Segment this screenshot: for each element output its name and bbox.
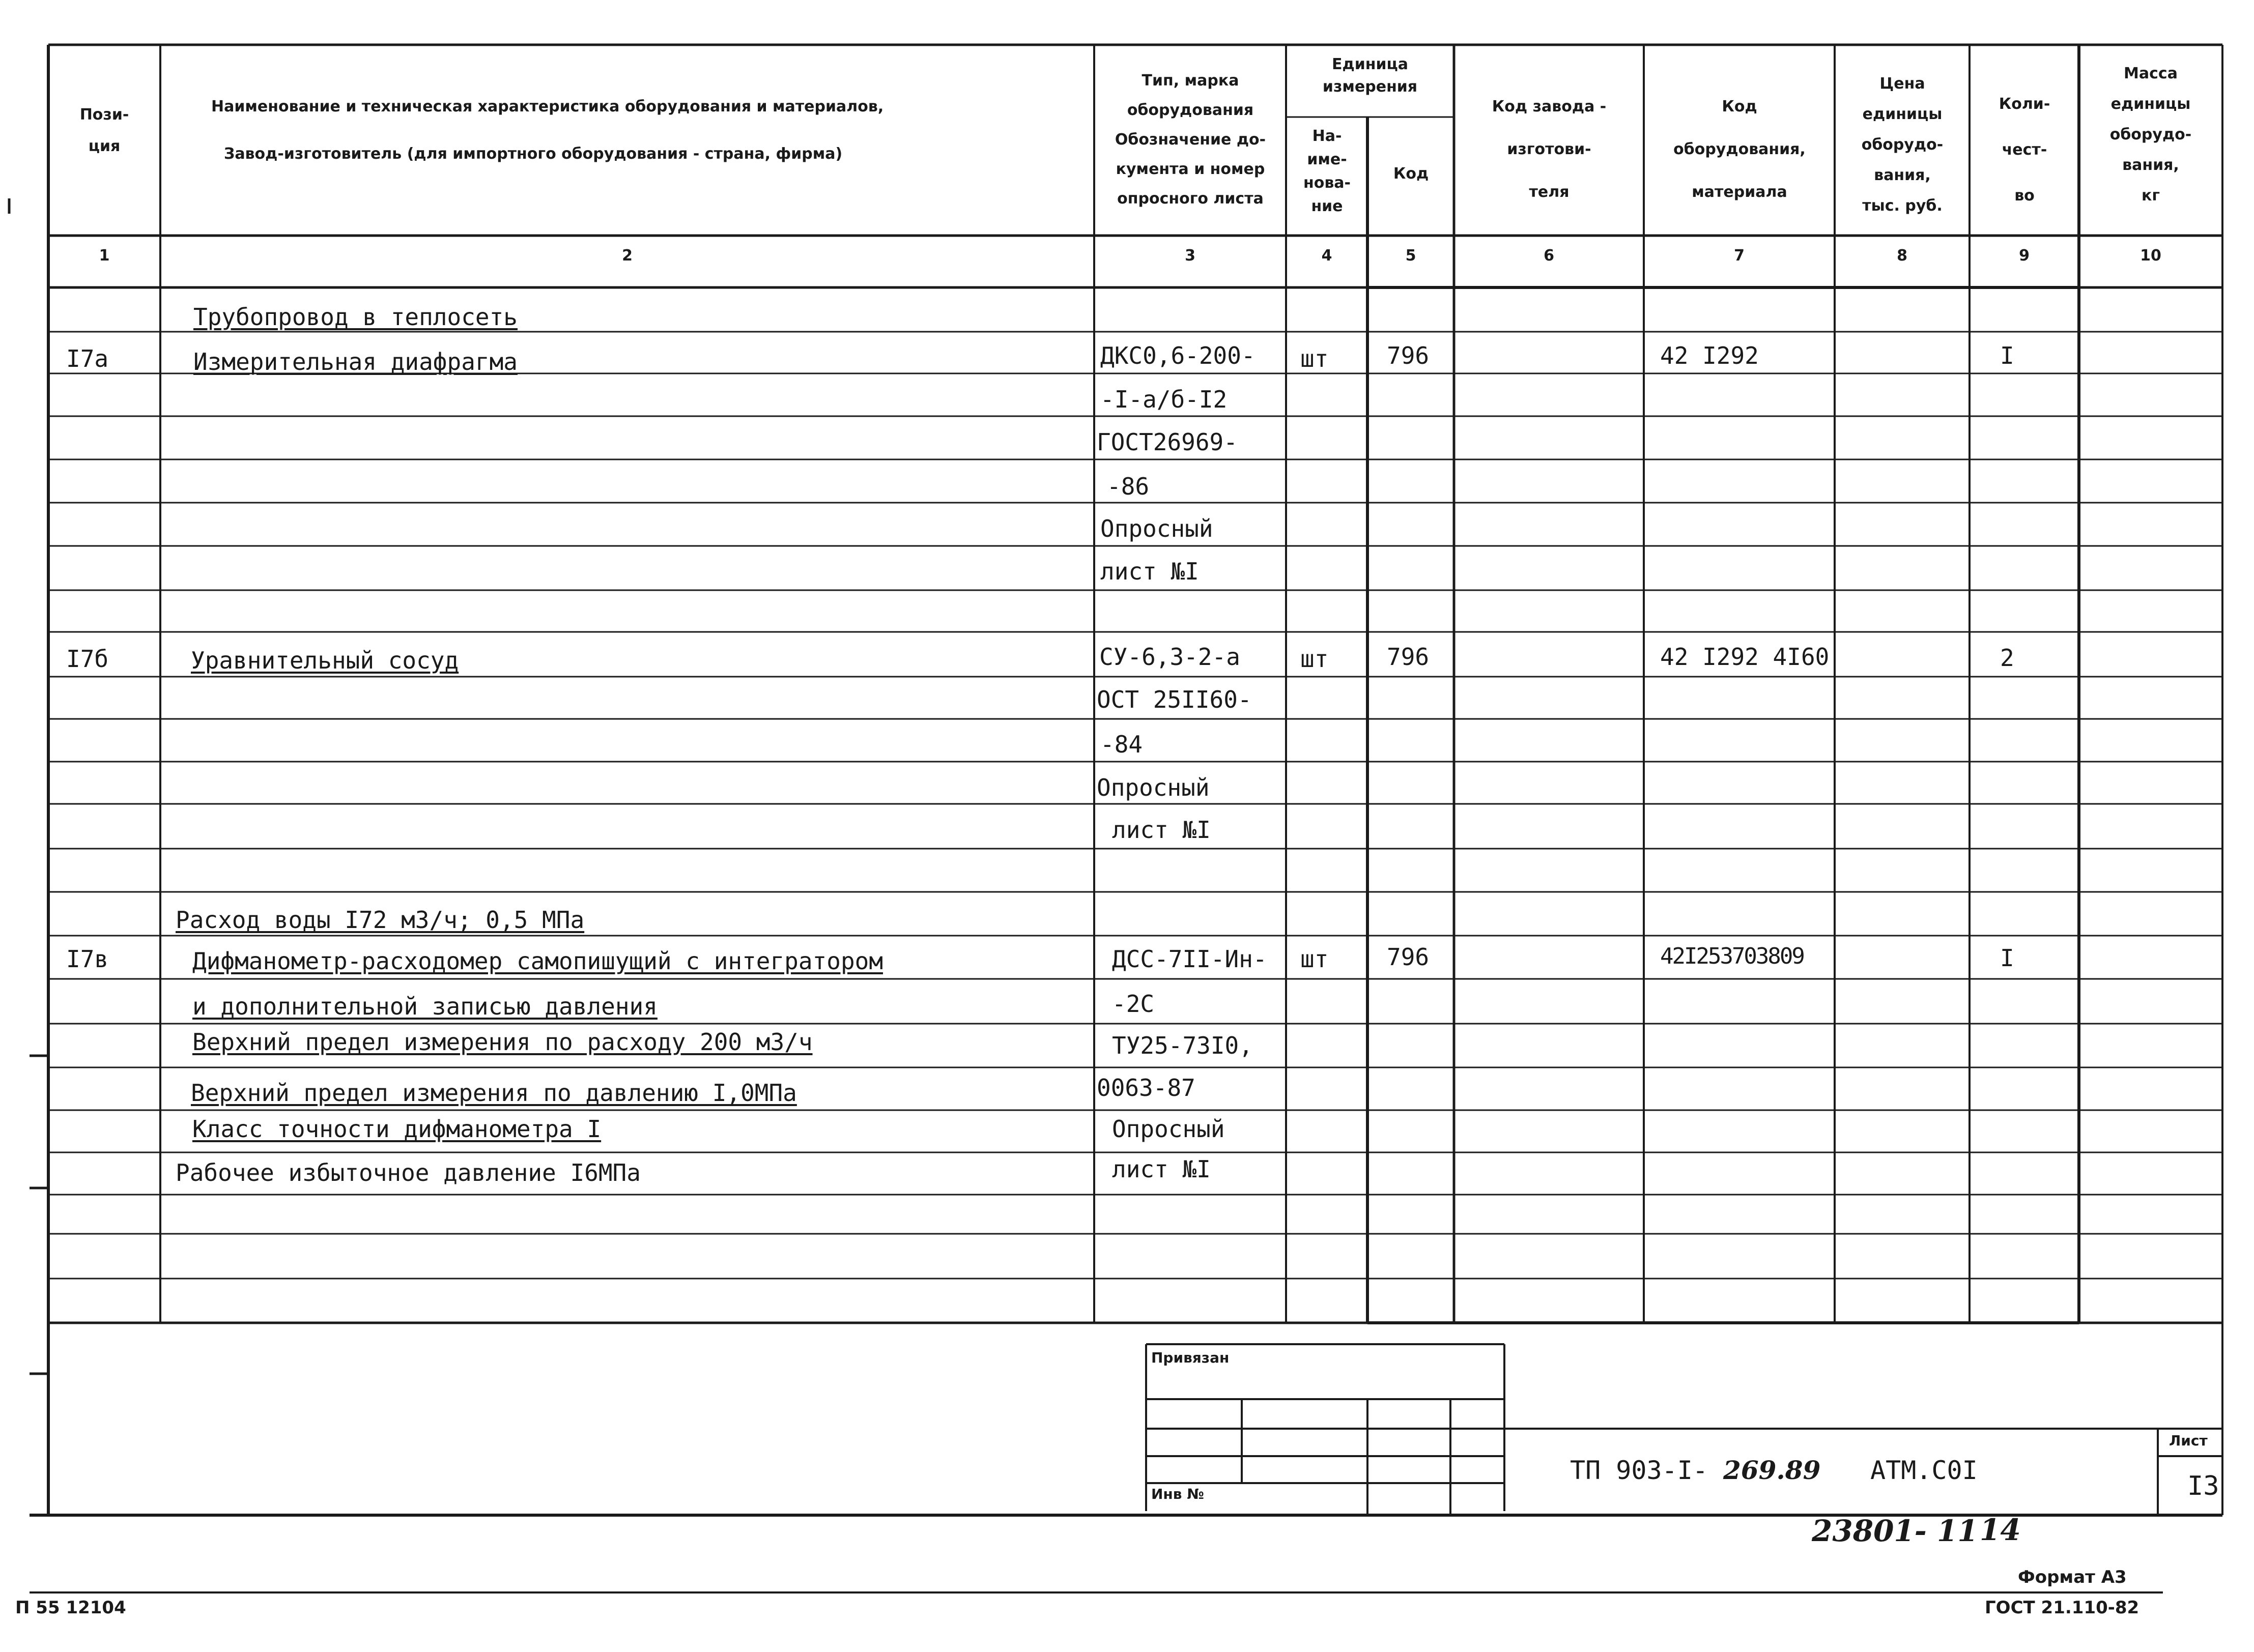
position-17a: I7а <box>66 345 109 372</box>
archive-page: 14 <box>1980 1513 2021 1547</box>
column-number: 9 <box>2019 247 2030 265</box>
form-code: П 55 12104 <box>15 1598 126 1618</box>
type-17b: Опросный <box>1097 774 1210 801</box>
type-17v: Опросный <box>1112 1115 1225 1143</box>
column-number: 10 <box>2140 247 2161 265</box>
header-position: Пози- ция <box>79 106 129 155</box>
column-number: 7 <box>1734 247 1745 265</box>
type-17a: ГОСТ26969- <box>1097 428 1238 456</box>
type-17b: ОСТ 25II60- <box>1097 686 1252 713</box>
type-17a: -86 <box>1107 473 1150 500</box>
format-label: Формат А3 <box>2018 1567 2127 1587</box>
type-17v: ТУ25-73I0, <box>1112 1032 1253 1059</box>
equipment-code-17b: 42 I292 4I60 <box>1660 643 1830 671</box>
position-17v: I7в <box>66 945 109 973</box>
quantity-17b: 2 <box>2000 644 2014 672</box>
header-unit-group: Единица измерения <box>1322 55 1418 96</box>
name-17v: Дифманометр-расходомер самопишущий с интегратором <box>192 947 883 975</box>
archive-number: 23801- 11 <box>1812 1514 1978 1548</box>
section-heading-flow: Расход воды I72 м3/ч; 0,5 МПа <box>176 906 585 934</box>
column-number: 4 <box>1321 247 1332 265</box>
header-factory-code: Код завода - изготови- теля <box>1492 98 1607 201</box>
unit-17v: шт <box>1300 945 1329 973</box>
header-mass: Масса единицы оборудо- вания, кг <box>2109 65 2192 205</box>
code-17v: 796 <box>1387 943 1430 971</box>
type-17v: лист №I <box>1112 1155 1211 1183</box>
quantity-17a: I <box>2000 342 2014 369</box>
type-17a: ДКС0,6-200- <box>1100 342 1256 369</box>
header-price: Цена единицы оборудо- вания, тыс. руб. <box>1861 75 1944 215</box>
column-number: 2 <box>622 247 633 265</box>
document-code: ТП 903-I- 269.89 <box>1570 1455 1821 1485</box>
name-17v: Класс точности дифманометра I <box>192 1115 602 1143</box>
name-17b: Уравнительный сосуд <box>191 647 459 674</box>
inventory-number-label: Инв № <box>1151 1486 1204 1502</box>
quantity-17v: I <box>2000 944 2014 972</box>
type-17a: -I-а/б-I2 <box>1100 386 1228 413</box>
name-17v: Верхний предел измерения по расходу 200 м3/ч <box>192 1028 813 1056</box>
sheet-number: I3 <box>2187 1471 2219 1501</box>
unit-17a: шт <box>1300 345 1329 372</box>
column-number: 8 <box>1897 247 1907 265</box>
column-number: 1 <box>99 247 110 265</box>
header-unit-code: Код <box>1393 165 1429 183</box>
column-number: 6 <box>1544 247 1554 265</box>
name-17v: и дополнительной записью давления <box>192 993 658 1020</box>
position-17b: I7б <box>66 645 109 673</box>
type-17b: лист №I <box>1112 816 1211 844</box>
type-17v: -2С <box>1112 990 1155 1018</box>
header-unit-name: На- имe- нова- ние <box>1303 127 1351 215</box>
column-number: 3 <box>1185 247 1195 265</box>
header-type: Тип, марка оборудования Обозначение до- кумента и номер опросного листа <box>1115 72 1266 208</box>
name-17a: Измерительная диафрагма <box>193 348 518 375</box>
name-17v: Верхний предел измерения по давлению I,0МПа <box>191 1079 797 1107</box>
type-17b: СУ-6,3-2-а <box>1099 643 1240 671</box>
type-17a: Опросный <box>1100 515 1213 542</box>
equipment-code-17v: 42I253703809 <box>1660 943 1804 969</box>
code-17b: 796 <box>1387 643 1430 671</box>
linked-label: Привязан <box>1151 1349 1230 1366</box>
standard-label: ГОСТ 21.110-82 <box>1985 1598 2139 1618</box>
header-equipment-code: Код оборудования, материала <box>1673 98 1806 201</box>
equipment-code-17a: 42 I292 <box>1660 342 1759 369</box>
section-heading-pipeline: Трубопровод в теплосеть <box>193 303 518 331</box>
code-17a: 796 <box>1387 342 1430 369</box>
header-name-line2: Завод-изготовитель (для импортного оборудования - страна, фирма) <box>224 145 843 163</box>
unit-17b: шт <box>1300 645 1329 673</box>
sheet-label: Лист <box>2169 1432 2208 1449</box>
header-quantity: Коли- чест- во <box>1999 95 2050 205</box>
type-17b: -84 <box>1100 731 1143 758</box>
name-17v: Рабочее избыточное давление I6МПа <box>176 1159 641 1186</box>
column-number: 5 <box>1405 247 1416 265</box>
type-17v: ДСС-7II-Ин- <box>1112 945 1267 973</box>
header-name-line1: Наименование и техническая характеристика оборудования и материалов, <box>211 98 884 115</box>
document-mark: АТМ.С0I <box>1870 1456 1978 1485</box>
type-17v: 0063-87 <box>1097 1074 1195 1102</box>
type-17a: лист №I <box>1100 558 1199 585</box>
